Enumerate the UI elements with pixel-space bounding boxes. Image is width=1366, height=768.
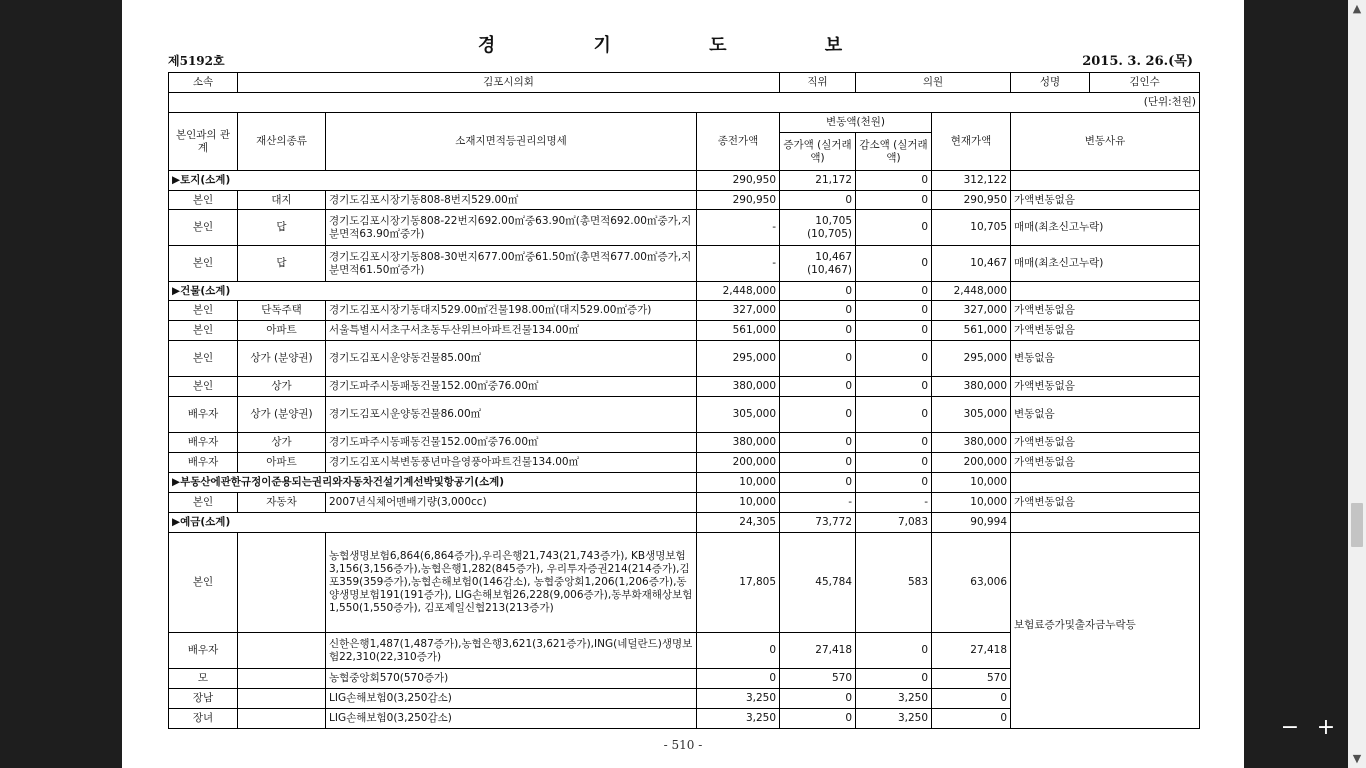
cell-dec: 0 — [856, 669, 932, 689]
cell-inc: 570 — [780, 669, 856, 689]
section-inc: 0 — [780, 473, 856, 493]
cell-type: 답 — [238, 210, 326, 246]
cell-type — [238, 633, 326, 669]
cell-type: 상가 (분양권) — [238, 341, 326, 377]
cell-details: 경기도파주시동패동건물152.00㎡중76.00㎡ — [326, 433, 697, 453]
cell-inc: 0 — [780, 453, 856, 473]
zoom-in-button[interactable]: + — [1316, 715, 1336, 740]
viewer-right-margin — [1244, 0, 1348, 768]
cell-inc: 0 — [780, 321, 856, 341]
table-row — [169, 210, 1200, 246]
cell-type: 단독주택 — [238, 301, 326, 321]
cell-type — [238, 533, 326, 633]
unit-row — [169, 93, 1200, 113]
col-curr: 현재가액 — [932, 113, 1011, 171]
cell-prev: 561,000 — [697, 321, 780, 341]
section-prev: 290,950 — [697, 171, 780, 191]
cell-relation: 배우자 — [169, 633, 238, 669]
table-row — [169, 533, 1200, 633]
cell-prev: 200,000 — [697, 453, 780, 473]
cell-type — [238, 669, 326, 689]
section-row — [169, 171, 1200, 191]
col-type: 재산의종류 — [238, 113, 326, 171]
cell-relation: 본인 — [169, 341, 238, 377]
col-change: 변동액(천원) — [780, 113, 932, 133]
position-label: 직위 — [780, 73, 856, 93]
cell-inc: 0 — [780, 689, 856, 709]
section-dec: 0 — [856, 171, 932, 191]
page-number: - 510 - — [663, 738, 703, 752]
issue-date: 2015. 3. 26.(목) — [1082, 54, 1193, 69]
cell-details: 농협중앙회570(570증가) — [326, 669, 697, 689]
cell-reason: 가액변동없음 — [1011, 493, 1200, 513]
cell-prev: 327,000 — [697, 301, 780, 321]
cell-type — [238, 709, 326, 729]
table-row — [169, 453, 1200, 473]
cell-relation: 배우자 — [169, 453, 238, 473]
cell-dec: 0 — [856, 301, 932, 321]
cell-curr: 63,006 — [932, 533, 1011, 633]
viewer-left-margin — [0, 0, 122, 768]
cell-prev: 0 — [697, 669, 780, 689]
cell-reason: 가액변동없음 — [1011, 433, 1200, 453]
cell-dec: 0 — [856, 433, 932, 453]
document-title: 경 기 도 보 — [477, 35, 889, 56]
cell-relation: 배우자 — [169, 433, 238, 453]
cell-dec: 0 — [856, 377, 932, 397]
cell-prev: 380,000 — [697, 433, 780, 453]
cell-inc: 0 — [780, 397, 856, 433]
cell-dec: 0 — [856, 397, 932, 433]
cell-relation: 배우자 — [169, 397, 238, 433]
cell-details: LIG손해보험0(3,250감소) — [326, 709, 697, 729]
cell-details: 경기도김포시장기동808-30번지677.00㎡중61.50㎡(총면적677.00㎡증가,지분면적61.50㎡증가) — [326, 246, 697, 282]
cell-reason: 가액변동없음 — [1011, 321, 1200, 341]
cell-prev: 290,950 — [697, 191, 780, 210]
cell-prev: - — [697, 246, 780, 282]
cell-reason: 변동없음 — [1011, 341, 1200, 377]
cell-relation: 모 — [169, 669, 238, 689]
col-dec: 감소액 (실거래액) — [856, 133, 932, 171]
section-reason — [1011, 473, 1200, 493]
table-row — [169, 397, 1200, 433]
section-inc: 73,772 — [780, 513, 856, 533]
cell-inc: 0 — [780, 191, 856, 210]
section-curr: 312,122 — [932, 171, 1011, 191]
cell-inc: 27,418 — [780, 633, 856, 669]
cell-details: 신한은행1,487(1,487증가),농협은행3,621(3,621증가),ING(네덜란드)생명보험22,310(22,310증가) — [326, 633, 697, 669]
cell-inc: 10,467 (10,467) — [780, 246, 856, 282]
cell-reason: 가액변동없음 — [1011, 377, 1200, 397]
cell-inc: 45,784 — [780, 533, 856, 633]
cell-curr: 570 — [932, 669, 1011, 689]
cell-inc: 0 — [780, 709, 856, 729]
cell-curr: 561,000 — [932, 321, 1011, 341]
section-label: ▶토지(소계) — [169, 171, 697, 191]
unit-label: (단위:천원) — [169, 93, 1200, 113]
section-row — [169, 473, 1200, 493]
cell-details: 2007년식체어맨배기량(3,000cc) — [326, 493, 697, 513]
cell-curr: 0 — [932, 709, 1011, 729]
cell-dec: 0 — [856, 321, 932, 341]
zoom-out-button[interactable]: − — [1280, 715, 1300, 740]
cell-details: 경기도김포시운양동건물86.00㎡ — [326, 397, 697, 433]
cell-details: 농협생명보험6,864(6,864증가),우리은행21,743(21,743증가), KB생명보험3,156(3,156증가),농협은행1,282(845증가), 우리투자증권214(214증가),김포359(359증가),농협손해보험0(146감소), 농협중앙회1,206(1,206증가),동양생명보험191(191증가), LIG손해보험26,228(9,006증가),동부화재해상보험1,550(1,550증가), 김포제일신협213(213증가) — [326, 533, 697, 633]
cell-curr: 290,950 — [932, 191, 1011, 210]
vertical-scrollbar[interactable] — [1348, 0, 1366, 768]
cell-details: 경기도김포시운양동건물85.00㎡ — [326, 341, 697, 377]
table-row — [169, 377, 1200, 397]
cell-prev: 10,000 — [697, 493, 780, 513]
section-inc: 0 — [780, 282, 856, 301]
cell-dec: 0 — [856, 246, 932, 282]
cell-curr: 295,000 — [932, 341, 1011, 377]
cell-curr: 380,000 — [932, 377, 1011, 397]
affiliation-label: 소속 — [169, 73, 238, 93]
cell-inc: 0 — [780, 433, 856, 453]
section-dec: 7,083 — [856, 513, 932, 533]
cell-curr: 27,418 — [932, 633, 1011, 669]
cell-reason: 변동없음 — [1011, 397, 1200, 433]
cell-type: 자동차 — [238, 493, 326, 513]
table-row — [169, 493, 1200, 513]
cell-details: 경기도김포시장기동808-8번지529.00㎡ — [326, 191, 697, 210]
cell-curr: 327,000 — [932, 301, 1011, 321]
section-label: ▶건물(소계) — [169, 282, 697, 301]
cell-type: 대지 — [238, 191, 326, 210]
cell-type: 답 — [238, 246, 326, 282]
cell-relation: 본인 — [169, 321, 238, 341]
deposit-reason: 보험료증가및출자금누락등 — [1011, 533, 1200, 729]
cell-relation: 본인 — [169, 301, 238, 321]
cell-dec: 3,250 — [856, 689, 932, 709]
cell-prev: 0 — [697, 633, 780, 669]
cell-prev: 295,000 — [697, 341, 780, 377]
cell-inc: 0 — [780, 301, 856, 321]
cell-inc: 0 — [780, 341, 856, 377]
section-curr: 2,448,000 — [932, 282, 1011, 301]
section-reason — [1011, 282, 1200, 301]
cell-dec: 0 — [856, 210, 932, 246]
cell-dec: 0 — [856, 191, 932, 210]
affiliation-value: 김포시의회 — [238, 73, 780, 93]
col-reason: 변동사유 — [1011, 113, 1200, 171]
cell-curr: 0 — [932, 689, 1011, 709]
scroll-thumb[interactable] — [1351, 503, 1363, 547]
cell-type: 상가 — [238, 377, 326, 397]
cell-curr: 305,000 — [932, 397, 1011, 433]
cell-details: 경기도김포시북변동풍년마을영풍아파트건물134.00㎡ — [326, 453, 697, 473]
table-row — [169, 341, 1200, 377]
cell-type: 아파트 — [238, 453, 326, 473]
section-inc: 21,172 — [780, 171, 856, 191]
cell-type: 상가 — [238, 433, 326, 453]
cell-details: 서울특별시서초구서초동두산위브아파트건물134.00㎡ — [326, 321, 697, 341]
scroll-down-icon[interactable]: ▼ — [1352, 752, 1362, 765]
cell-reason: 가액변동없음 — [1011, 301, 1200, 321]
col-relation: 본인과의 관계 — [169, 113, 238, 171]
cell-type: 상가 (분양권) — [238, 397, 326, 433]
cell-relation: 본인 — [169, 533, 238, 633]
cell-relation: 본인 — [169, 246, 238, 282]
cell-relation: 본인 — [169, 377, 238, 397]
section-dec: 0 — [856, 473, 932, 493]
cell-reason: 가액변동없음 — [1011, 191, 1200, 210]
cell-inc: 0 — [780, 377, 856, 397]
cell-prev: - — [697, 210, 780, 246]
section-row — [169, 282, 1200, 301]
cell-dec: 583 — [856, 533, 932, 633]
position-value: 의원 — [856, 73, 1011, 93]
cell-dec: 0 — [856, 341, 932, 377]
cell-dec: - — [856, 493, 932, 513]
name-label: 성명 — [1011, 73, 1090, 92]
section-label: ▶예금(소계) — [169, 513, 697, 533]
header-row — [169, 73, 1200, 93]
table-row — [169, 321, 1200, 341]
cell-inc: 10,705 (10,705) — [780, 210, 856, 246]
section-curr: 90,994 — [932, 513, 1011, 533]
cell-prev: 17,805 — [697, 533, 780, 633]
section-reason — [1011, 171, 1200, 191]
table-row — [169, 191, 1200, 210]
col-inc: 증가액 (실거래액) — [780, 133, 856, 171]
asset-table — [168, 72, 1200, 729]
cell-relation: 본인 — [169, 210, 238, 246]
cell-dec: 3,250 — [856, 709, 932, 729]
cell-type — [238, 689, 326, 709]
cell-reason: 가액변동없음 — [1011, 453, 1200, 473]
cell-details: 경기도김포시장기동대지529.00㎡건물198.00㎡(대지529.00㎡증가) — [326, 301, 697, 321]
section-prev: 24,305 — [697, 513, 780, 533]
cell-relation: 장녀 — [169, 709, 238, 729]
table-row — [169, 433, 1200, 453]
table-row — [169, 246, 1200, 282]
cell-details: 경기도파주시동패동건물152.00㎡중76.00㎡ — [326, 377, 697, 397]
cell-relation: 장남 — [169, 689, 238, 709]
cell-dec: 0 — [856, 633, 932, 669]
issue-number: 제5192호 — [168, 54, 225, 68]
cell-inc: - — [780, 493, 856, 513]
cell-curr: 200,000 — [932, 453, 1011, 473]
col-details: 소재지면적등권리의명세 — [326, 113, 697, 171]
cell-prev: 305,000 — [697, 397, 780, 433]
cell-curr: 10,705 — [932, 210, 1011, 246]
section-label: ▶부동산에관한규정이준용되는권리와자동차건설기계선박및항공기(소계) — [169, 473, 697, 493]
section-reason — [1011, 513, 1200, 533]
column-header-row-1 — [169, 113, 1200, 133]
section-prev: 2,448,000 — [697, 282, 780, 301]
cell-details: LIG손해보험0(3,250감소) — [326, 689, 697, 709]
cell-curr: 380,000 — [932, 433, 1011, 453]
cell-prev: 3,250 — [697, 709, 780, 729]
cell-relation: 본인 — [169, 493, 238, 513]
col-prev: 종전가액 — [697, 113, 780, 171]
scroll-up-icon[interactable]: ▲ — [1352, 2, 1362, 15]
cell-dec: 0 — [856, 453, 932, 473]
cell-prev: 380,000 — [697, 377, 780, 397]
section-dec: 0 — [856, 282, 932, 301]
cell-reason: 매매(최초신고누락) — [1011, 210, 1200, 246]
name-value: 김인수 — [1129, 76, 1160, 88]
cell-details: 경기도김포시장기동808-22번지692.00㎡중63.90㎡(총면적692.00㎡중가,지분면적63.90㎡중가) — [326, 210, 697, 246]
section-row — [169, 513, 1200, 533]
cell-type: 아파트 — [238, 321, 326, 341]
cell-curr: 10,467 — [932, 246, 1011, 282]
cell-curr: 10,000 — [932, 493, 1011, 513]
document-page — [122, 0, 1244, 768]
table-row — [169, 301, 1200, 321]
cell-reason: 매매(최초신고누락) — [1011, 246, 1200, 282]
section-prev: 10,000 — [697, 473, 780, 493]
cell-relation: 본인 — [169, 191, 238, 210]
section-curr: 10,000 — [932, 473, 1011, 493]
cell-prev: 3,250 — [697, 689, 780, 709]
